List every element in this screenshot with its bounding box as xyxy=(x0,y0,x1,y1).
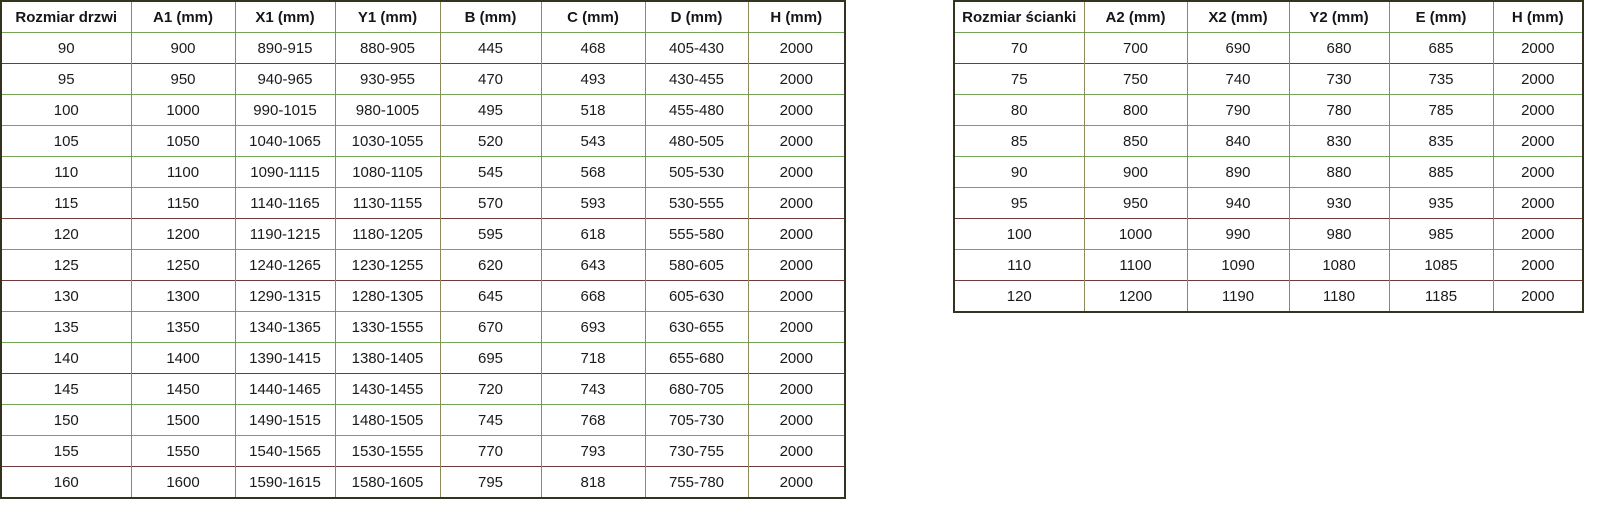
wall-table-header xyxy=(954,1,1583,33)
cell: 1390-1415 xyxy=(235,343,335,374)
table-row xyxy=(1,467,845,499)
column-header: H (mm) xyxy=(748,1,845,33)
cell: 2000 xyxy=(1493,126,1583,157)
cell: 2000 xyxy=(1493,157,1583,188)
cell: 115 xyxy=(54,194,79,212)
cell: 800 xyxy=(1084,95,1187,126)
table-row xyxy=(1,219,845,250)
cell: 2000 xyxy=(748,33,845,64)
table-row xyxy=(954,95,1583,126)
table-row xyxy=(954,33,1583,64)
cell: 885 xyxy=(1389,157,1493,188)
table-row xyxy=(1,33,845,64)
cell: 1340-1365 xyxy=(235,312,335,343)
cell: 620 xyxy=(440,250,541,281)
table-row xyxy=(1,188,845,219)
cell: 85 xyxy=(1010,132,1028,150)
cell: 150 xyxy=(53,411,79,429)
header-row xyxy=(1,1,845,33)
cell: 160 xyxy=(53,473,79,491)
cell: 890-915 xyxy=(235,33,335,64)
cell: 1040-1065 xyxy=(235,126,335,157)
table-row xyxy=(954,188,1583,219)
cell: 493 xyxy=(541,64,645,95)
cell: 568 xyxy=(541,157,645,188)
column-header: D (mm) xyxy=(645,1,748,33)
wall-table-body xyxy=(954,33,1583,313)
column-header: H (mm) xyxy=(1493,1,1583,33)
cell: 793 xyxy=(541,436,645,467)
cell: 1450 xyxy=(131,374,235,405)
table-row xyxy=(1,281,845,312)
cell: 518 xyxy=(541,95,645,126)
cell: 1140-1165 xyxy=(235,188,335,219)
table-row xyxy=(954,126,1583,157)
cell: 405-430 xyxy=(645,33,748,64)
column-header: X2 (mm) xyxy=(1187,1,1289,33)
cell: 755-780 xyxy=(645,467,748,499)
cell: 1330-1555 xyxy=(335,312,440,343)
column-header: E (mm) xyxy=(1389,1,1493,33)
cell: 790 xyxy=(1187,95,1289,126)
cell: 110 xyxy=(1007,256,1032,274)
cell: 1185 xyxy=(1389,281,1493,313)
cell: 2000 xyxy=(748,436,845,467)
cell: 110 xyxy=(54,163,79,181)
cell: 455-480 xyxy=(645,95,748,126)
cell: 2000 xyxy=(748,281,845,312)
table-row xyxy=(1,374,845,405)
cell: 75 xyxy=(1010,70,1028,88)
table-row xyxy=(954,250,1583,281)
cell: 730-755 xyxy=(645,436,748,467)
cell: 1200 xyxy=(1084,281,1187,313)
cell: 630-655 xyxy=(645,312,748,343)
cell: 135 xyxy=(53,318,79,336)
cell: 618 xyxy=(541,219,645,250)
cell: 930 xyxy=(1289,188,1389,219)
cell: 1400 xyxy=(131,343,235,374)
cell: 1180 xyxy=(1289,281,1389,313)
cell: 1380-1405 xyxy=(335,343,440,374)
cell: 985 xyxy=(1389,219,1493,250)
table-row xyxy=(1,95,845,126)
cell: 468 xyxy=(541,33,645,64)
cell: 1080-1105 xyxy=(335,157,440,188)
cell: 530-555 xyxy=(645,188,748,219)
cell: 990 xyxy=(1187,219,1289,250)
cell: 555-580 xyxy=(645,219,748,250)
column-header: A2 (mm) xyxy=(1084,1,1187,33)
cell: 930-955 xyxy=(335,64,440,95)
cell: 880-905 xyxy=(335,33,440,64)
cell: 685 xyxy=(1389,33,1493,64)
cell: 90 xyxy=(1010,163,1028,181)
cell: 593 xyxy=(541,188,645,219)
cell: 505-530 xyxy=(645,157,748,188)
cell: 835 xyxy=(1389,126,1493,157)
cell: 1085 xyxy=(1389,250,1493,281)
cell: 795 xyxy=(440,467,541,499)
cell: 1600 xyxy=(131,467,235,499)
cell: 1000 xyxy=(1084,219,1187,250)
cell: 680 xyxy=(1289,33,1389,64)
door-table-body xyxy=(1,33,845,499)
table-row xyxy=(1,436,845,467)
cell: 830 xyxy=(1289,126,1389,157)
cell: 2000 xyxy=(748,95,845,126)
cell: 100 xyxy=(53,101,79,119)
cell: 950 xyxy=(131,64,235,95)
cell: 890 xyxy=(1187,157,1289,188)
cell: 850 xyxy=(1084,126,1187,157)
cell: 1130-1155 xyxy=(335,188,440,219)
cell: 2000 xyxy=(1493,219,1583,250)
cell: 2000 xyxy=(748,250,845,281)
table-row xyxy=(1,64,845,95)
cell: 693 xyxy=(541,312,645,343)
cell: 668 xyxy=(541,281,645,312)
cell: 2000 xyxy=(1493,188,1583,219)
cell: 655-680 xyxy=(645,343,748,374)
cell: 2000 xyxy=(748,343,845,374)
cell: 643 xyxy=(541,250,645,281)
cell: 80 xyxy=(1010,101,1028,119)
cell: 1250 xyxy=(131,250,235,281)
cell: 100 xyxy=(1006,225,1032,243)
cell: 130 xyxy=(53,287,79,305)
cell: 1500 xyxy=(131,405,235,436)
cell: 1530-1555 xyxy=(335,436,440,467)
cell: 1100 xyxy=(131,157,235,188)
cell: 430-455 xyxy=(645,64,748,95)
cell: 990-1015 xyxy=(235,95,335,126)
table-row xyxy=(1,126,845,157)
header-row xyxy=(954,1,1583,33)
cell: 155 xyxy=(53,442,79,460)
cell: 543 xyxy=(541,126,645,157)
cell: 1000 xyxy=(131,95,235,126)
cell: 1030-1055 xyxy=(335,126,440,157)
cell: 780 xyxy=(1289,95,1389,126)
cell: 1050 xyxy=(131,126,235,157)
table-row xyxy=(954,219,1583,250)
cell: 950 xyxy=(1084,188,1187,219)
cell: 1090 xyxy=(1187,250,1289,281)
cell: 670 xyxy=(440,312,541,343)
cell: 90 xyxy=(57,39,75,57)
cell: 680-705 xyxy=(645,374,748,405)
cell: 445 xyxy=(440,33,541,64)
cell: 2000 xyxy=(748,219,845,250)
cell: 1580-1605 xyxy=(335,467,440,499)
cell: 980-1005 xyxy=(335,95,440,126)
cell: 105 xyxy=(53,132,79,150)
cell: 120 xyxy=(1006,287,1032,305)
cell: 718 xyxy=(541,343,645,374)
cell: 2000 xyxy=(1493,281,1583,313)
cell: 1090-1115 xyxy=(235,157,335,188)
cell: 1490-1515 xyxy=(235,405,335,436)
cell: 2000 xyxy=(748,405,845,436)
cell: 745 xyxy=(440,405,541,436)
cell: 2000 xyxy=(748,312,845,343)
table-row xyxy=(1,405,845,436)
cell: 1280-1305 xyxy=(335,281,440,312)
column-header: Y2 (mm) xyxy=(1289,1,1389,33)
cell: 750 xyxy=(1084,64,1187,95)
cell: 720 xyxy=(440,374,541,405)
cell: 2000 xyxy=(1493,250,1583,281)
cell: 818 xyxy=(541,467,645,499)
cell: 70 xyxy=(1010,39,1028,57)
cell: 935 xyxy=(1389,188,1493,219)
cell: 1200 xyxy=(131,219,235,250)
cell: 470 xyxy=(440,64,541,95)
column-header: Y1 (mm) xyxy=(335,1,440,33)
cell: 140 xyxy=(53,349,79,367)
cell: 730 xyxy=(1289,64,1389,95)
cell: 2000 xyxy=(748,126,845,157)
cell: 1190-1215 xyxy=(235,219,335,250)
cell: 768 xyxy=(541,405,645,436)
cell: 120 xyxy=(53,225,79,243)
cell: 770 xyxy=(440,436,541,467)
cell: 980 xyxy=(1289,219,1389,250)
cell: 95 xyxy=(57,70,75,88)
cell: 705-730 xyxy=(645,405,748,436)
table-row xyxy=(1,343,845,374)
cell: 520 xyxy=(440,126,541,157)
cell: 1430-1455 xyxy=(335,374,440,405)
cell: 595 xyxy=(440,219,541,250)
cell: 740 xyxy=(1187,64,1289,95)
cell: 1240-1265 xyxy=(235,250,335,281)
cell: 2000 xyxy=(1493,95,1583,126)
cell: 645 xyxy=(440,281,541,312)
cell: 2000 xyxy=(748,374,845,405)
cell: 1540-1565 xyxy=(235,436,335,467)
cell: 1080 xyxy=(1289,250,1389,281)
column-header: Rozmiar drzwi xyxy=(15,8,118,26)
cell: 1350 xyxy=(131,312,235,343)
door-table-header xyxy=(1,1,845,33)
cell: 1150 xyxy=(131,188,235,219)
table-row xyxy=(1,157,845,188)
wall-dimensions-table xyxy=(953,0,1584,313)
cell: 2000 xyxy=(1493,33,1583,64)
cell: 2000 xyxy=(748,467,845,499)
cell: 940 xyxy=(1187,188,1289,219)
table-row xyxy=(954,157,1583,188)
cell: 735 xyxy=(1389,64,1493,95)
cell: 1190 xyxy=(1187,281,1289,313)
table-row xyxy=(954,281,1583,313)
cell: 2000 xyxy=(748,188,845,219)
wall-table-section xyxy=(953,0,1584,313)
column-header: A1 (mm) xyxy=(131,1,235,33)
cell: 743 xyxy=(541,374,645,405)
cell: 2000 xyxy=(1493,64,1583,95)
cell: 1230-1255 xyxy=(335,250,440,281)
cell: 1550 xyxy=(131,436,235,467)
cell: 1590-1615 xyxy=(235,467,335,499)
cell: 605-630 xyxy=(645,281,748,312)
cell: 95 xyxy=(1010,194,1028,212)
table-row xyxy=(1,312,845,343)
cell: 1180-1205 xyxy=(335,219,440,250)
cell: 2000 xyxy=(748,64,845,95)
cell: 545 xyxy=(440,157,541,188)
cell: 880 xyxy=(1289,157,1389,188)
column-header: Rozmiar ścianki xyxy=(962,8,1077,26)
cell: 1440-1465 xyxy=(235,374,335,405)
cell: 580-605 xyxy=(645,250,748,281)
table-row xyxy=(954,64,1583,95)
cell: 480-505 xyxy=(645,126,748,157)
cell: 2000 xyxy=(748,157,845,188)
cell: 900 xyxy=(131,33,235,64)
column-header: C (mm) xyxy=(541,1,645,33)
cell: 1300 xyxy=(131,281,235,312)
cell: 1290-1315 xyxy=(235,281,335,312)
column-header: B (mm) xyxy=(440,1,541,33)
cell: 1100 xyxy=(1084,250,1187,281)
cell: 1480-1505 xyxy=(335,405,440,436)
cell: 495 xyxy=(440,95,541,126)
cell: 145 xyxy=(53,380,79,398)
cell: 695 xyxy=(440,343,541,374)
cell: 900 xyxy=(1084,157,1187,188)
cell: 940-965 xyxy=(235,64,335,95)
column-header: X1 (mm) xyxy=(235,1,335,33)
cell: 785 xyxy=(1389,95,1493,126)
cell: 125 xyxy=(53,256,79,274)
cell: 840 xyxy=(1187,126,1289,157)
table-row xyxy=(1,250,845,281)
cell: 700 xyxy=(1084,33,1187,64)
cell: 690 xyxy=(1187,33,1289,64)
cell: 570 xyxy=(440,188,541,219)
